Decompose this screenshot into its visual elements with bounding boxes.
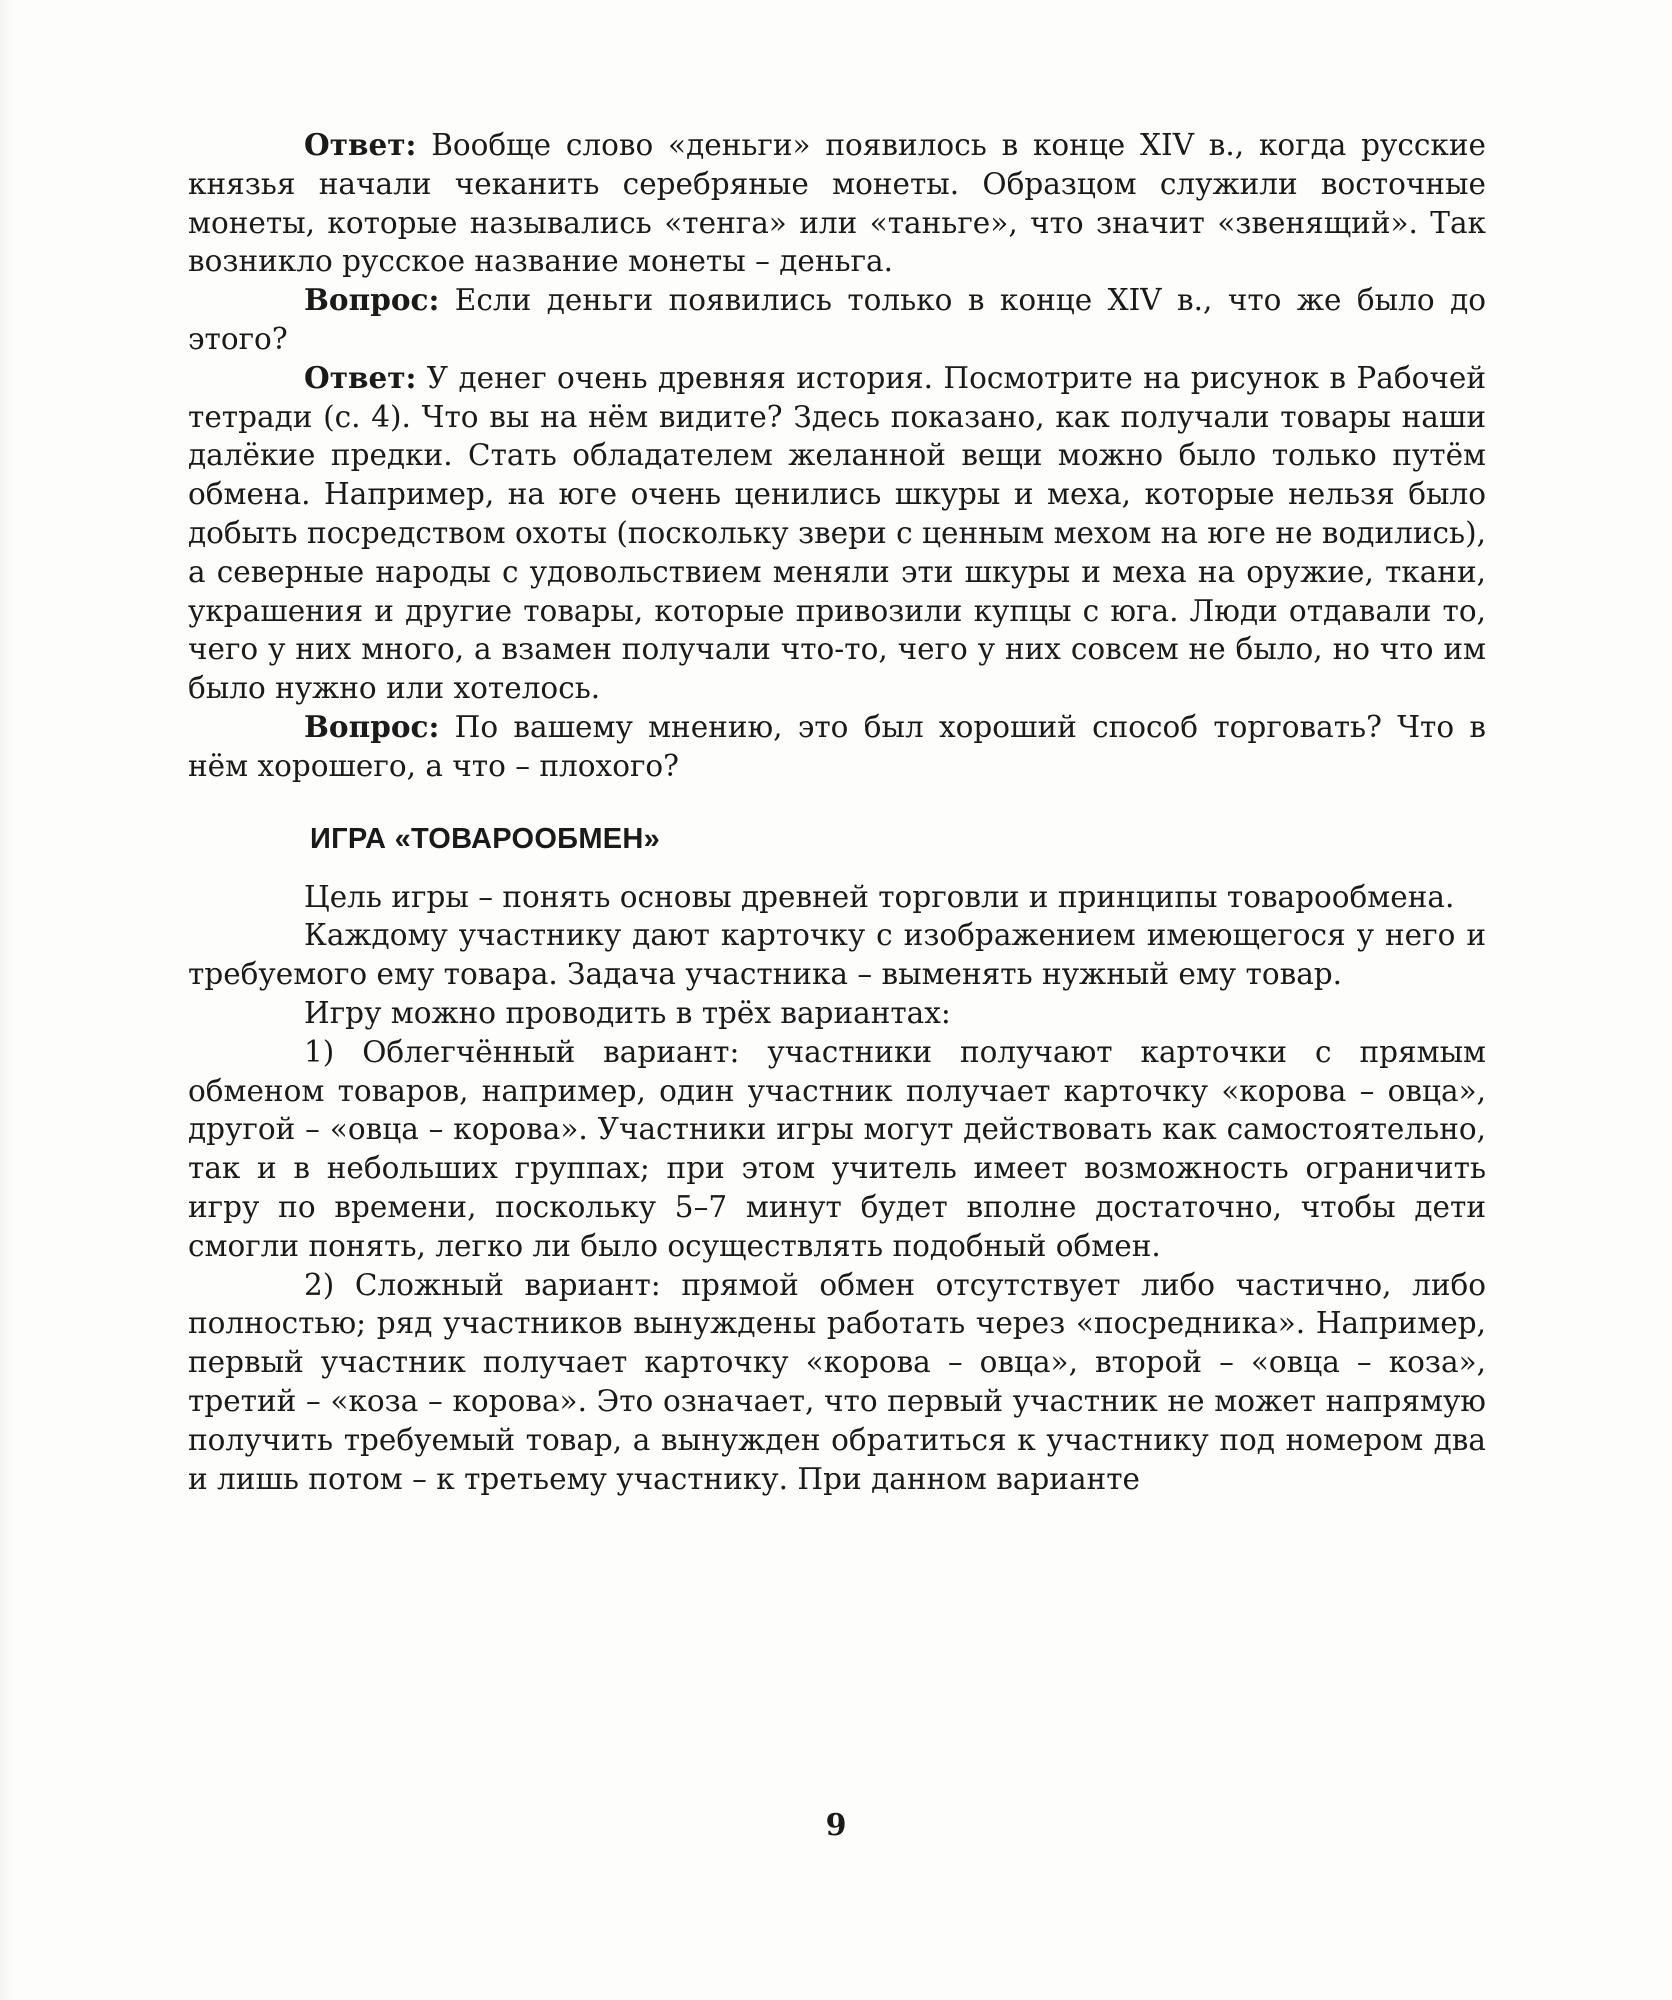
- page-edge-shadow: [0, 0, 14, 2000]
- paragraph-variant-2: 2) Сложный вариант: прямой обмен отсутствует либо частично, либо полностью; ряд участников вынуждены работать через «посредника». Например, первый участник получает карточку «корова – овца», второй – «овца – коза», третий – «коза – корова». Это означает, что первый участник не может напрямую получить требуемый товар, а вынужден обратиться к участнику под номером два и лишь потом – к третьему участнику. При данном варианте: [188, 1267, 1486, 1496]
- answer-text: Вообще слово «деньги» появилось в конце XIV в., когда русские князья начали чеканить серебряные монеты. Образцом служили восточные монеты, которые назывались «тенга» или «таньге», что значит «звенящий». Так возникло русское название монеты – деньга.: [188, 128, 1486, 279]
- paragraph-game-goal: Цель игры – понять основы древней торговли и принципы товарообмена.: [304, 879, 1455, 914]
- paragraph-answer-1: [188, 126, 1486, 281]
- question-label: Вопрос:: [304, 282, 440, 318]
- paragraph-game-cards: Каждому участнику дают карточку с изображением имеющегося у него и требуемого ему товара. Задача участника – выменять нужный ему товар.: [188, 918, 1486, 992]
- paragraph-answer-2: [188, 359, 1486, 708]
- question-text: По вашему мнению, это был хороший способ торговать? Что в нём хорошего, а что – плохого?: [188, 709, 1486, 783]
- section-heading: ИГРА «ТОВАРООБМЕН»: [310, 822, 661, 855]
- paragraph-game-variants-intro: Игру можно проводить в трёх вариантах:: [304, 995, 951, 1030]
- page-number: 9: [825, 1808, 847, 1843]
- body-text: [188, 126, 1486, 1498]
- paragraph-variant-1: 1) Облегчённый вариант: участники получают карточки с прямым обменом товаров, например, один участник получает карточку «корова – овца», другой – «овца – корова». Участники игры могут действовать как самостоятельно, так и в небольших группах; при этом учитель имеет возможность ограничить игру по времени, поскольку 5–7 минут будет вполне достаточно, чтобы дети смогли понять, легко ли было осуществлять подобный обмен.: [188, 1034, 1486, 1263]
- answer-label: Ответ:: [304, 359, 417, 395]
- answer-text: У денег очень древняя история. Посмотрите на рисунок в Рабочей тетради (с. 4). Что вы на нём видите? Здесь показано, как получали товары наши далёкие предки. Стать обладателем желанной вещи можно было только путём обмена. Например, на юге очень ценились шкуры и меха, которые нельзя было добыть посредством охоты (поскольку звери с ценным мехом на юге не водились), а северные народы с удовольствием меняли эти шкуры и меха на оружие, ткани, украшения и другие товары, которые привозили купцы с юга. Люди отдавали то, чего у них много, а взамен получали что-то, чего у них совсем не было, но что им было нужно или хотелось.: [188, 360, 1486, 706]
- question-label: Вопрос:: [304, 708, 440, 744]
- question-text: Если деньги появились только в конце XIV в., что же было до этого?: [188, 283, 1486, 356]
- paragraph-question-1: [188, 281, 1486, 359]
- paragraph-question-2: [188, 708, 1486, 786]
- answer-label: Ответ:: [304, 127, 417, 162]
